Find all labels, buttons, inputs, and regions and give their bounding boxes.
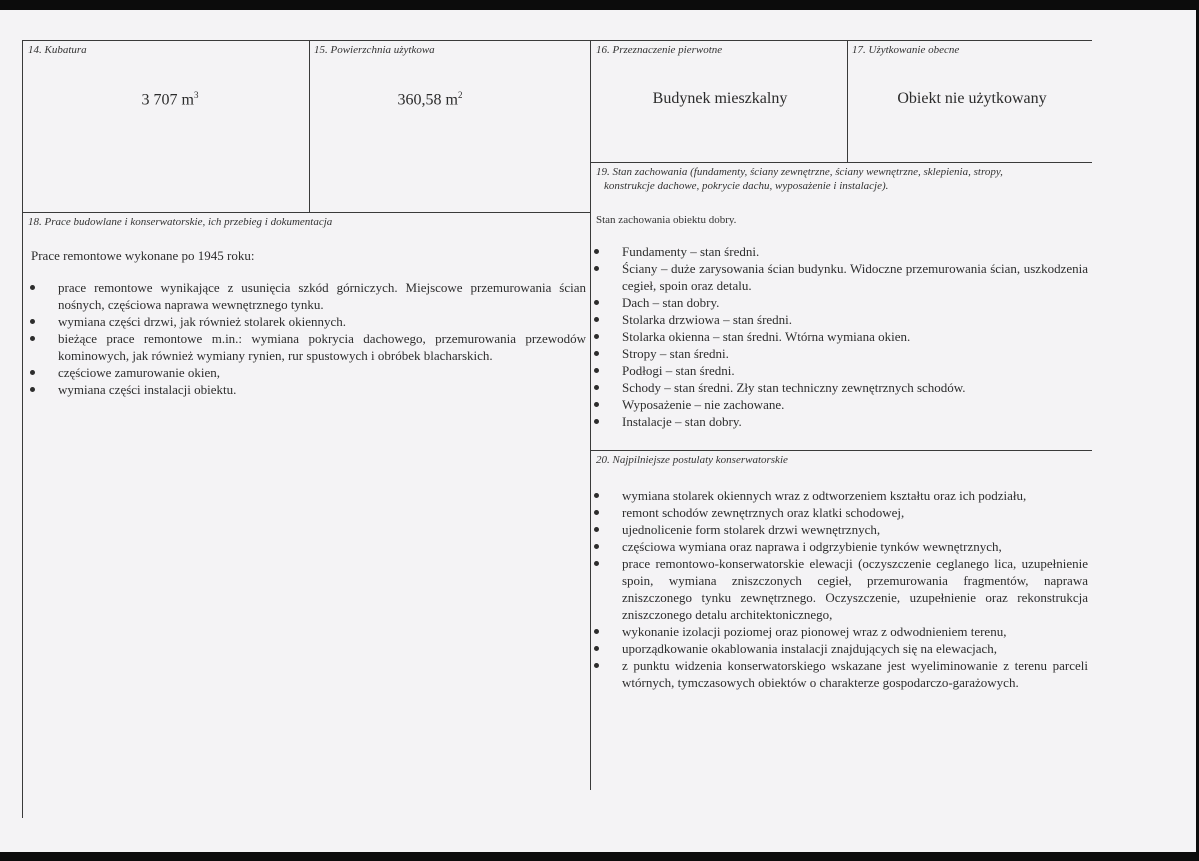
- cell19-intro: Stan zachowania obiektu dobry.: [596, 214, 737, 226]
- bullet-icon: [594, 368, 599, 373]
- bullet-icon: [594, 510, 599, 515]
- bullet-icon: [594, 544, 599, 549]
- bullet-icon: [594, 385, 599, 390]
- bullet-icon: [594, 629, 599, 634]
- bullet-icon: [594, 527, 599, 532]
- cell18-header: 18. Prace budowlane i konserwatorskie, ich przebieg i dokumentacja: [28, 216, 333, 228]
- cell14-value: [100, 90, 240, 109]
- bullet-icon: [594, 402, 599, 407]
- cell16-value: Budynek mieszkalny: [652, 90, 788, 107]
- list-item: wykonanie izolacji poziomej oraz pionowej wraz z odwodnieniem terenu,: [594, 623, 1088, 640]
- cell14-header: 14. Kubatura: [28, 44, 87, 56]
- list-item: prace remontowe wynikające z usunięcia szkód górniczych. Miejscowe przemurowania ścian nośnych, częściowa naprawa wewnętrznego tynku.: [30, 279, 586, 313]
- bullet-icon: [594, 334, 599, 339]
- bullet-icon: [594, 317, 599, 322]
- cell18-list: [30, 279, 586, 398]
- list-item: remont schodów zewnętrznych oraz klatki schodowej,: [594, 504, 1088, 521]
- list-item: Fundamenty – stan średni.: [594, 243, 1088, 260]
- cell15-header: 15. Powierzchnia użytkowa: [314, 44, 435, 56]
- list-item: Instalacje – stan dobry.: [594, 413, 1088, 430]
- cell16-header: 16. Przeznaczenie pierwotne: [596, 44, 723, 56]
- divider-main: [590, 40, 591, 790]
- bullet-icon: [30, 370, 35, 375]
- bullet-icon: [594, 300, 599, 305]
- bullet-icon: [30, 387, 35, 392]
- bullet-icon: [594, 419, 599, 424]
- cell15-value: [360, 90, 500, 109]
- bullet-icon: [30, 285, 35, 290]
- cell20-list: [594, 487, 1088, 691]
- list-item: Stolarka okienna – stan średni. Wtórna wymiana okien.: [594, 328, 1088, 345]
- list-item: prace remontowo-konserwatorskie elewacji (oczyszczenie ceglanego lica, uzupełnienie spoin, wymiana zniszczonych cegieł, przemurowania fragmentów, naprawa zniszczonego tynku zewnętrznego. Oczyszczenie, uzupełnienie oraz rekonstrukcja zniszczonego detalu architektonicznego,: [594, 555, 1088, 623]
- cell17-header: 17. Użytkowanie obecne: [852, 44, 960, 56]
- bullet-icon: [594, 493, 599, 498]
- cell19-header-line1: 19. Stan zachowania (fundamenty, ściany zewnętrzne, ściany wewnętrzne, sklepienia, stropy,: [596, 166, 1003, 178]
- list-item: Dach – stan dobry.: [594, 294, 1088, 311]
- bullet-icon: [30, 319, 35, 324]
- bullet-icon: [594, 646, 599, 651]
- list-item: uporządkowanie okablowania instalacji znajdujących się na elewacjach,: [594, 640, 1088, 657]
- cell15-exp: 2: [457, 90, 463, 100]
- bullet-icon: [594, 561, 599, 566]
- cell19-header-line2: konstrukcje dachowe, pokrycie dachu, wyposażenie i instalacje).: [604, 180, 889, 192]
- line-above-20: [590, 450, 1092, 451]
- bullet-icon: [594, 663, 599, 668]
- list-item: z punktu widzenia konserwatorskiego wskazane jest wyeliminowanie z terenu parceli wtórnych, tymczasowych obiektów o charakterze gospodarczo-garażowych.: [594, 657, 1088, 691]
- list-item: Schody – stan średni. Zły stan techniczny zewnętrznych schodów.: [594, 379, 1088, 396]
- cell14-value-text: 3 707 m: [141, 91, 194, 109]
- top-border: [22, 40, 1092, 41]
- list-item: częściowa wymiana oraz naprawa i odgrzybienie tynków wewnętrznych,: [594, 538, 1088, 555]
- cell20-header: 20. Najpilniejsze postulaty konserwatorskie: [596, 454, 788, 466]
- list-item: wymiana części instalacji obiektu.: [30, 381, 586, 398]
- list-item: Ściany – duże zarysowania ścian budynku. Widoczne przemurowania ścian, uszkodzenia cegieł, spoin oraz detalu.: [594, 260, 1088, 294]
- list-item: ujednolicenie form stolarek drzwi wewnętrznych,: [594, 521, 1088, 538]
- divider-16-17: [847, 40, 848, 162]
- bullet-icon: [594, 249, 599, 254]
- list-item: wymiana części drzwi, jak również stolarek okiennych.: [30, 313, 586, 330]
- line-above-19: [590, 162, 1092, 163]
- bullet-icon: [594, 266, 599, 271]
- cell19-list: [594, 243, 1088, 430]
- cell14-exp: 3: [193, 90, 199, 100]
- list-item: częściowe zamurowanie okien,: [30, 364, 586, 381]
- cell17-value: Obiekt nie użytkowany: [897, 90, 1047, 107]
- list-item: bieżące prace remontowe m.in.: wymiana pokrycia dachowego, przemurowania przewodów kominowych, jak również wymiany rynien, rur spustowych i obróbek blacharskich.: [30, 330, 586, 364]
- bullet-icon: [30, 336, 35, 341]
- line-above-18: [22, 212, 591, 213]
- cell18-intro: Prace remontowe wykonane po 1945 roku:: [31, 248, 255, 263]
- cell15-value-text: 360,58 m: [397, 91, 458, 109]
- list-item: wymiana stolarek okiennych wraz z odtworzeniem kształtu oraz ich podziału,: [594, 487, 1088, 504]
- left-border: [22, 40, 23, 818]
- divider-14-15: [309, 40, 310, 212]
- list-item: Podłogi – stan średni.: [594, 362, 1088, 379]
- bullet-icon: [594, 351, 599, 356]
- document-page: [0, 10, 1196, 852]
- list-item: Stropy – stan średni.: [594, 345, 1088, 362]
- list-item: Wyposażenie – nie zachowane.: [594, 396, 1088, 413]
- list-item: Stolarka drzwiowa – stan średni.: [594, 311, 1088, 328]
